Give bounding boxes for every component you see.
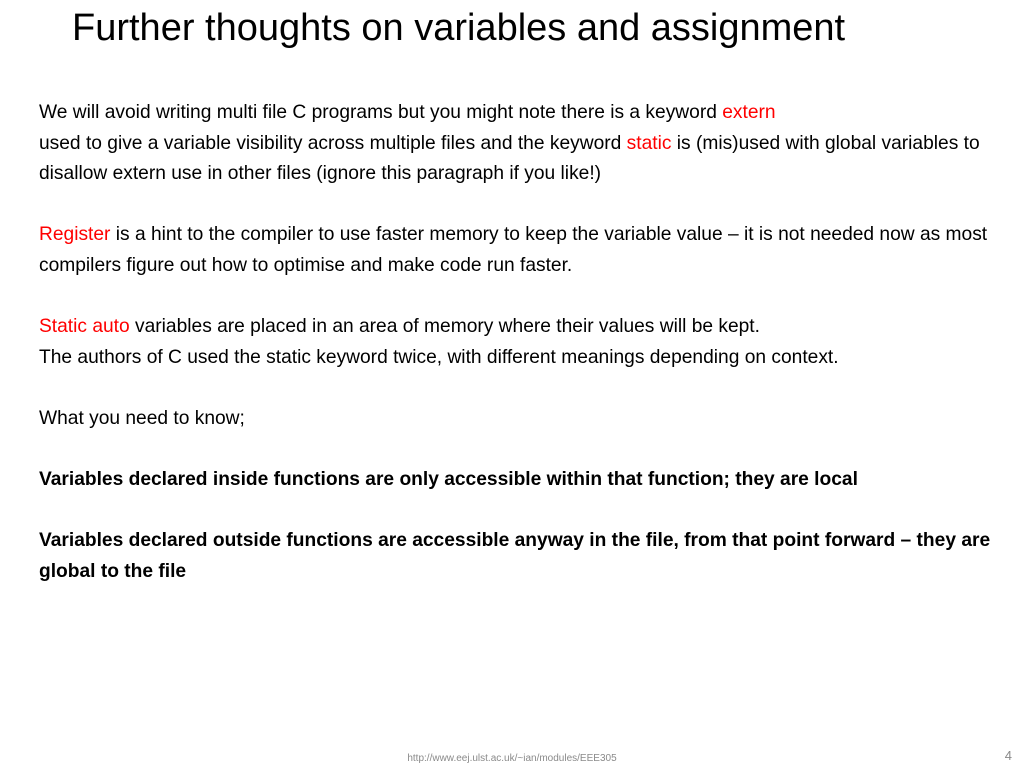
paragraph-text: is (mis)used with global variables to disallow extern use in other files (ignore this paragraph if you like!) <box>39 132 980 185</box>
keyword-static-auto: Static auto <box>39 316 130 338</box>
slide-body <box>39 98 1009 588</box>
paragraph-local-variables: Variables declared inside functions are only accessible within that function; they are local <box>39 469 858 491</box>
paragraph-register <box>39 220 1009 281</box>
keyword-extern: extern <box>722 102 776 123</box>
paragraph-global-variables: Variables declared outside functions are accessible anyway in the file, from that point forward – they are global to the file <box>39 530 991 582</box>
spacer <box>39 190 1009 221</box>
paragraph-text: is a hint to the compiler to use faster memory to keep the variable value – it is not needed now as most compilers figure out how to optimise and make code run faster. <box>39 224 988 276</box>
paragraph-static-auto <box>39 312 1009 373</box>
paragraph-need-to-know: What you need to know; <box>39 407 245 429</box>
keyword-static: static <box>626 132 672 154</box>
paragraph-text: used to give a variable visibility across multiple files and the keyword <box>39 132 627 154</box>
page-number: 4 <box>1004 748 1012 763</box>
keyword-register: Register <box>39 224 111 246</box>
footer-url: http://www.eej.ulst.ac.uk/~ian/modules/EEE305 <box>407 753 617 764</box>
spacer <box>39 282 1009 313</box>
paragraph-extern-static <box>39 98 1009 190</box>
spacer <box>39 496 1009 527</box>
paragraph-text: The authors of C used the static keyword twice, with different meanings depending on context. <box>39 346 839 368</box>
spacer <box>39 435 1009 466</box>
slide-title: Further thoughts on variables and assignment <box>72 7 846 49</box>
paragraph-text: We will avoid writing multi file C programs but you might note there is a keyword <box>39 102 723 123</box>
spacer <box>39 373 1009 404</box>
paragraph-text: variables are placed in an area of memory where their values will be kept. <box>129 316 760 338</box>
